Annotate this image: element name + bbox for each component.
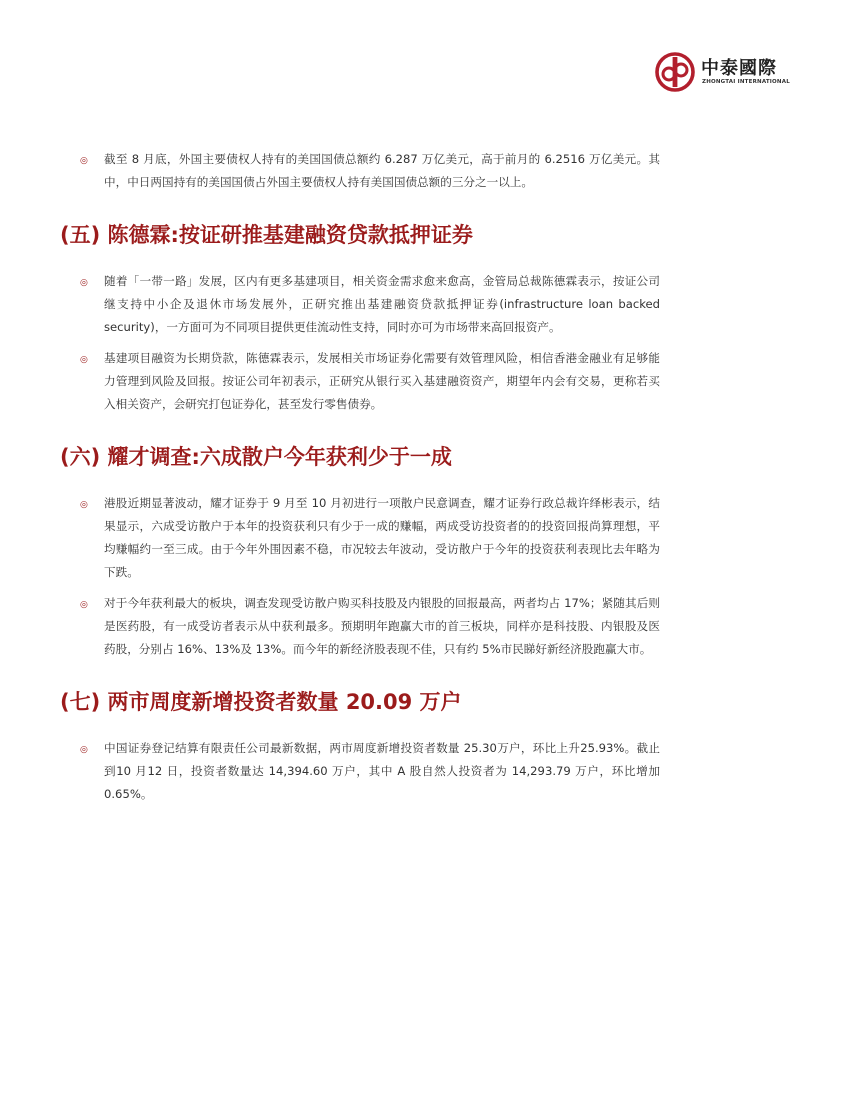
section-6-bullet-2 <box>60 592 660 661</box>
report-content <box>60 148 660 806</box>
section-heading-7: (七) 两市周度新增投资者数量 20.09 万户 <box>60 690 462 714</box>
paragraph-text: 随着「一带一路」发展，区内有更多基建项目，相关资金需求愈来愈高，金管局总裁陈德霖表示，按证公司继支持中小企及退休市场发展外，正研究推出基建融资贷款抵押证券(infrastructure loan backed security)，一方面可为不同项目提供更佳流动性支持，同时亦可为市场带来高回报资产。 <box>104 274 660 334</box>
intro-bullet-1 <box>60 148 660 194</box>
section-heading-5: (五) 陈德霖:按证研推基建融资贷款抵押证券 <box>60 223 473 247</box>
circle-bullet-icon: ◎ <box>80 745 88 755</box>
circle-bullet-icon: ◎ <box>80 600 88 610</box>
paragraph-text: 对于今年获利最大的板块，调查发现受访散户购买科技股及内银股的回报最高，两者均占 17%；紧随其后则是医药股，有一成受访者表示从中获利最多。预期明年跑赢大市的首三板块，同样亦是科技股、内银股及医药股，分别占 16%、13%及 13%。而今年的新经济股表现不佳，只有约 5%市民睇好新经济股跑赢大市。 <box>104 596 660 656</box>
section-7-bullet-1 <box>60 737 660 806</box>
circle-bullet-icon: ◎ <box>80 355 88 365</box>
section-5-bullet-2 <box>60 347 660 416</box>
zhongtai-logo-icon <box>655 52 695 92</box>
section-6-bullet-1 <box>60 492 660 584</box>
brand-name-cn: 中泰國際 <box>701 58 777 79</box>
brand-logo <box>655 52 795 92</box>
circle-bullet-icon: ◎ <box>80 278 88 288</box>
paragraph-text: 中国证券登记结算有限责任公司最新数据，两市周度新增投资者数量 25.30万户，环比上升25.93%。截止到10 月12 日，投资者数量达 14,394.60 万户，其中 A 股自然人投资者为 14,293.79 万户，环比增加 0.65%。 <box>104 741 660 801</box>
circle-bullet-icon: ◎ <box>80 156 88 166</box>
paragraph-text: 截至 8 月底，外国主要债权人持有的美国国债总额约 6.287 万亿美元，高于前月的 6.2516 万亿美元。其中，中日两国持有的美国国债占外国主要债权人持有美国国债总额的三分之一以上。 <box>104 152 660 189</box>
section-heading-6: (六) 耀才调查:六成散户今年获利少于一成 <box>60 445 452 469</box>
section-5-bullet-1 <box>60 270 660 339</box>
circle-bullet-icon: ◎ <box>80 500 88 510</box>
brand-name-en: ZHONGTAI INTERNATIONAL <box>702 79 790 85</box>
paragraph-text: 港股近期显著波动，耀才证券于 9 月至 10 月初进行一项散户民意调查，耀才证券行政总裁许绎彬表示，结果显示，六成受访散户于本年的投资获利只有少于一成的赚幅，两成受访投资者的的投资回报尚算理想，平均赚幅约一至三成。由于今年外围因素不稳，市况较去年波动，受访散户于今年的投资获利表现比去年略为下跌。 <box>104 496 660 579</box>
paragraph-text: 基建项目融资为长期贷款，陈德霖表示，发展相关市场证券化需要有效管理风险，相信香港金融业有足够能力管理到风险及回报。按证公司年初表示，正研究从银行买入基建融资资产，期望年内会有交易，更称若买入相关资产，会研究打包证券化，甚至发行零售债券。 <box>104 351 660 411</box>
